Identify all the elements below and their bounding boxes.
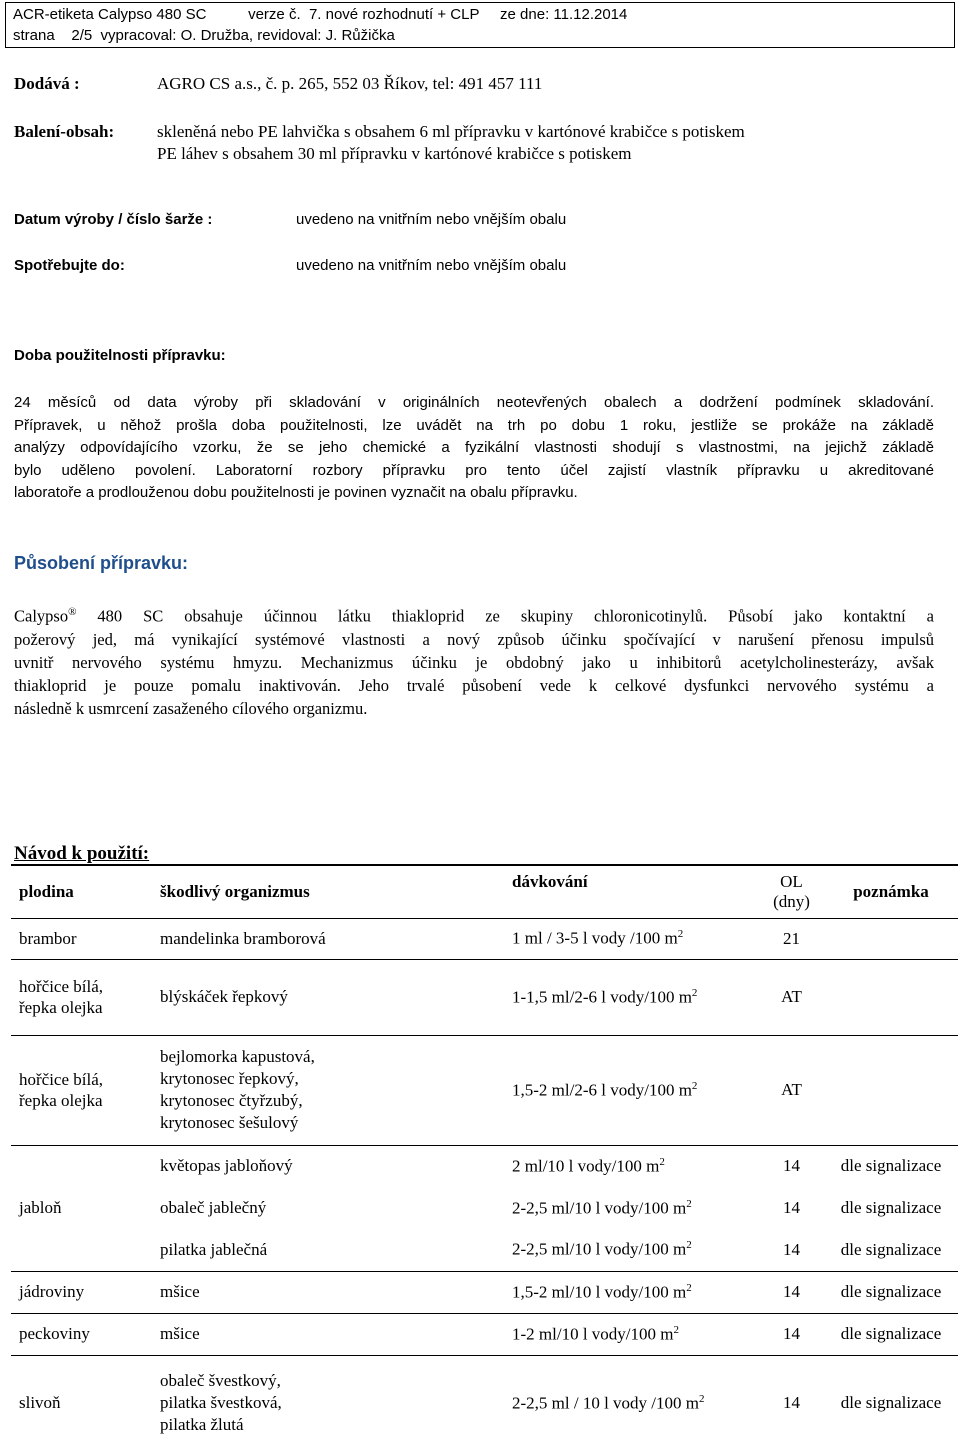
cell-ol: 14 [783, 1282, 800, 1301]
usage-table [11, 864, 958, 1451]
table-row [11, 1355, 958, 1451]
table-row [11, 1271, 958, 1313]
cell-crop: brambor [19, 928, 77, 948]
action-line [14, 601, 934, 628]
cell-dose [504, 1187, 759, 1229]
cell-ol: 14 [783, 1156, 800, 1176]
unit-sup: 2 [686, 1197, 692, 1210]
table-row [11, 1229, 958, 1271]
cell-ol: 14 [783, 1324, 800, 1343]
cell-note: dle signalizace [840, 1393, 942, 1413]
cell-ol: 14 [783, 1239, 800, 1259]
header-note: poznámka [853, 881, 929, 901]
header-pest: škodlivý organizmus [160, 881, 310, 901]
cell-dose [504, 959, 759, 1035]
dose-text: 1,5-2 ml/10 l vody/100 m [512, 1282, 687, 1302]
cell-pest: mšice [160, 1324, 200, 1343]
pest-line: krytonosec řepkový, [160, 1069, 299, 1088]
cell-ol: 21 [783, 928, 800, 948]
shelf-life-line: analýzy odpovídajícího vzorku, že se jeho chemické a fyzikální vlastnosti shodují s vlastnostmi, na jejichž základě [14, 439, 934, 456]
unit-sup: 2 [699, 1392, 705, 1405]
shelf-life-line: Přípravek, u něhož prošla doba použitelnosti, lze uvádět na trh po dobu 1 roku, jestliže se prokáže na základě [14, 416, 934, 434]
cell-pest: mandelinka bramborová [160, 928, 326, 948]
cell-note [824, 959, 958, 1035]
shelf-life-title: Doba použitelnosti přípravku: [14, 347, 226, 364]
dose-text: 1-2 ml/10 l vody/100 m [512, 1324, 674, 1344]
header-crop: plodina [19, 881, 74, 901]
unit-sup: 2 [677, 928, 684, 941]
pest-line: bejlomorka kapustová, [160, 1047, 315, 1066]
cell-note [824, 1035, 958, 1145]
table-row [11, 918, 958, 959]
cell-pest: mšice [160, 1282, 200, 1301]
shelf-life-line: 24 měsíců od data výroby při skladování v originálních neotevřených obalech a dodržení podmínek skladování. [14, 394, 934, 411]
registered-mark: ® [68, 606, 77, 618]
packaging-line-1: skleněná nebo PE lahvička s obsahem 6 ml přípravku v kartónové krabičce s potiskem [157, 122, 745, 141]
cell-dose [504, 918, 759, 959]
batch-label: Datum výroby / číslo šarže : [14, 211, 213, 228]
header-line-1: ACR-etiketa Calypso 480 SC verze č. 7. nové rozhodnutí + CLP ze dne: 11.12.2014 [13, 6, 628, 23]
usage-title: Návod k použití: [14, 843, 150, 864]
cell-note: dle signalizace [840, 1239, 942, 1259]
cell-note [824, 918, 958, 959]
cell-crop [11, 1035, 152, 1145]
shelf-life-text [14, 392, 934, 505]
cell-note: dle signalizace [840, 1282, 942, 1301]
batch-value: uvedeno na vnitřním nebo vnějším obalu [296, 211, 567, 228]
action-line: thiakloprid je pouze pomalu inaktivován. Jeho trvalé působení vede k celkové dysfunkci nervového systému a [14, 675, 934, 695]
cell-crop: slivoň [19, 1393, 61, 1413]
cell-note: dle signalizace [840, 1324, 942, 1343]
packaging-label: Balení-obsah: [14, 122, 115, 141]
cell-pest: obaleč jablečný [160, 1198, 267, 1217]
cell-crop: jádroviny [19, 1282, 85, 1301]
unit-sup: 2 [691, 1079, 698, 1092]
pest-line: pilatka žlutá [160, 1415, 244, 1435]
cell-crop [11, 959, 152, 1035]
product-name: Calypso [14, 606, 69, 626]
header-ol-line-1: OL [780, 871, 803, 891]
unit-sup: 2 [673, 1323, 679, 1336]
cell-ol: 14 [783, 1198, 800, 1217]
supplier-label: Dodává : [14, 74, 80, 93]
cell-pest [152, 1355, 504, 1451]
dose-text: 2-2,5 ml / 10 l vody /100 m [512, 1393, 699, 1413]
table-row [11, 1035, 958, 1145]
dose-text: 2-2,5 ml/10 l vody/100 m [512, 1240, 687, 1260]
cell-pest: pilatka jablečná [160, 1239, 268, 1259]
pest-line: pilatka švestková, [160, 1393, 282, 1413]
crop-line: hořčice bílá, [19, 1070, 104, 1089]
cell-ol: AT [781, 987, 802, 1006]
dose-text: 1,5-2 ml/2-6 l vody/100 m [512, 1080, 692, 1100]
header-ol [759, 865, 824, 918]
cell-note: dle signalizace [840, 1156, 942, 1176]
cell-dose [504, 1229, 759, 1271]
table-header-row [11, 865, 958, 918]
cell-crop: jabloň [19, 1198, 62, 1217]
action-line-1-rest: 480 SC obsahuje účinnou látku thiakloprid ze skupiny chloronicotinylů. Působí jako kontaktní a [76, 606, 934, 626]
header-line-2: strana 2/5 vypracoval: O. Družba, revidoval: J. Růžička [13, 27, 395, 44]
header-ol-line-2: (dny) [773, 891, 810, 911]
action-line: uvnitř nervového systému hmyzu. Mechanizmus účinku je obdobný jako u inhibitorů acetylcholinesterázy, avšak [14, 652, 934, 672]
cell-pest: květopas jabloňový [160, 1156, 293, 1176]
cell-dose [504, 1035, 759, 1145]
action-line: požerový jed, má vynikající systémové vlastnosti a nový způsob účinku spočívající v narušení přenosu impulsů [14, 629, 934, 649]
unit-sup: 2 [691, 986, 698, 999]
shelf-life-line: laboratoře a prodlouženou dobu použitelnosti je povinen vyznačit na obalu přípravku. [14, 484, 578, 501]
action-line: následně k usmrcení zasaženého cílového organizmu. [14, 698, 368, 718]
cell-pest: blýskáček řepkový [160, 987, 288, 1006]
pest-line: krytonosec šešulový [160, 1113, 299, 1132]
unit-sup: 2 [686, 1239, 692, 1252]
action-text [14, 601, 934, 720]
cell-dose [504, 1313, 759, 1355]
cell-crop: peckoviny [19, 1324, 90, 1343]
pest-line: krytonosec čtyřzubý, [160, 1091, 303, 1110]
dose-text: 1 ml / 3-5 l vody /100 m [512, 928, 678, 948]
expiry-value: uvedeno na vnitřním nebo vnějším obalu [296, 257, 567, 274]
cell-dose [504, 1271, 759, 1313]
crop-line: řepka olejka [19, 998, 103, 1017]
pest-line: obaleč švestkový, [160, 1371, 281, 1391]
crop-line: řepka olejka [19, 1091, 103, 1110]
cell-dose [504, 1145, 759, 1187]
shelf-life-line: bylo uděleno povolení. Laboratorní rozbory přípravku pro tento účel zajistí vlastník přípravku u akreditované [14, 461, 934, 479]
cell-pest [152, 1035, 504, 1145]
cell-note: dle signalizace [840, 1198, 942, 1217]
table-row [11, 1187, 958, 1229]
table-row [11, 1313, 958, 1355]
cell-dose [504, 1355, 759, 1451]
table-row [11, 959, 958, 1035]
crop-line: hořčice bílá, [19, 977, 104, 996]
packaging-line-2: PE láhev s obsahem 30 ml přípravku v kartónové krabičce s potiskem [157, 144, 632, 163]
action-title: Působení přípravku: [14, 553, 189, 573]
supplier-value: AGRO CS a.s., č. p. 265, 552 03 Říkov, tel: 491 457 111 [157, 74, 543, 93]
unit-sup: 2 [659, 1155, 665, 1168]
header-dose: dávkování [512, 872, 588, 891]
table-row [11, 1145, 958, 1187]
dose-text: 2-2,5 ml/10 l vody/100 m [512, 1198, 687, 1218]
unit-sup: 2 [686, 1281, 692, 1294]
dose-text: 1-1,5 ml/2-6 l vody/100 m [512, 987, 692, 1007]
cell-ol: 14 [783, 1393, 800, 1413]
dose-text: 2 ml/10 l vody/100 m [512, 1156, 660, 1176]
cell-ol: AT [781, 1080, 802, 1099]
expiry-label: Spotřebujte do: [14, 257, 125, 274]
document-header [5, 2, 955, 48]
